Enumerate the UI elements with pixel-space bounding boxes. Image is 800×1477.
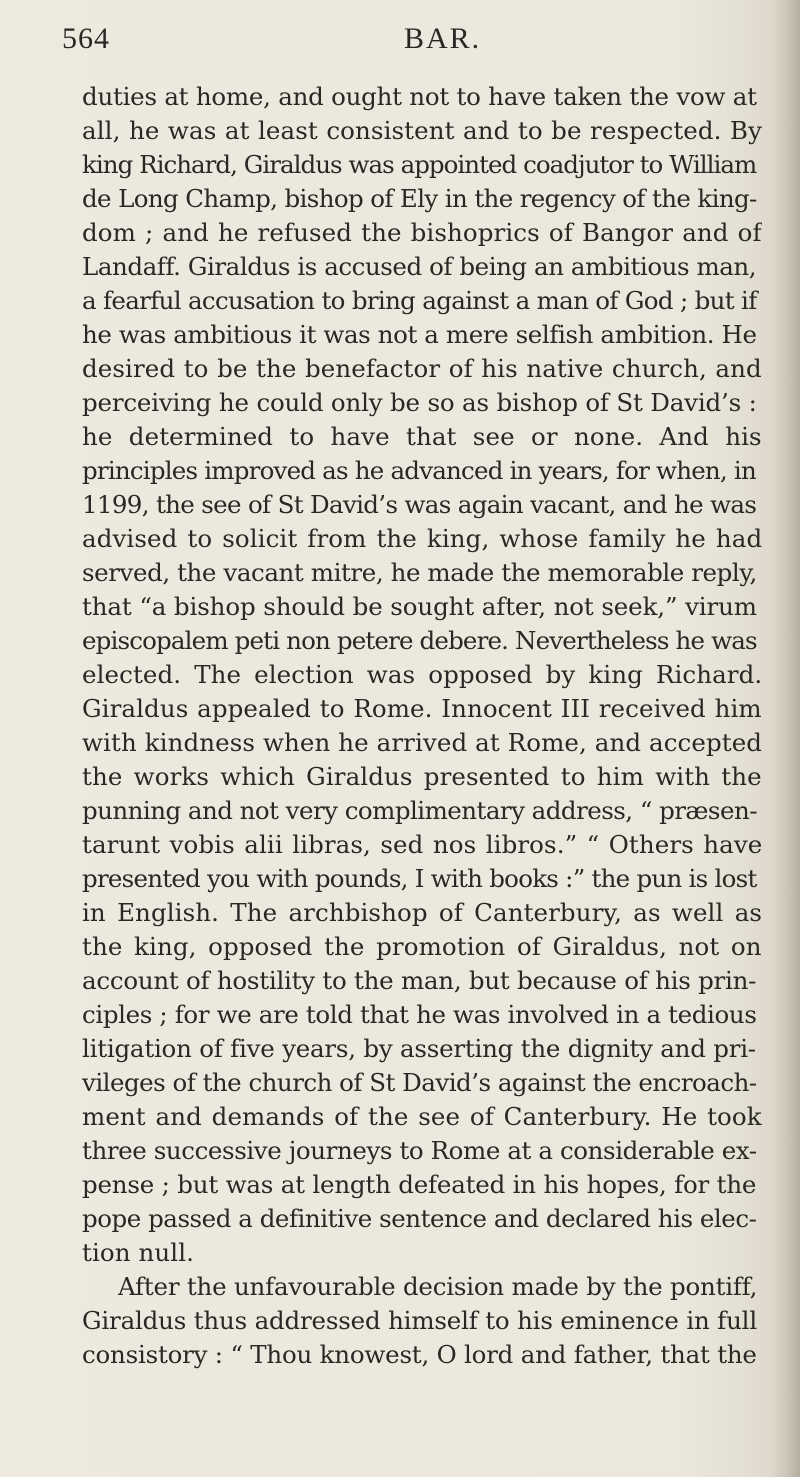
text-line: Giraldus appealed to Rome. Innocent III received him [82,694,762,723]
page-number: 564 [62,22,110,55]
text-line: punning and not very complimentary address, “ præsen- [82,796,757,825]
text-line: advised to solicit from the king, whose family he had [82,524,762,553]
text-line: After the unfavourable decision made by the pontiff, [118,1272,758,1301]
text-line: tion null. [82,1238,195,1267]
text-line: three successive journeys to Rome at a considerable ex- [82,1136,757,1165]
text-line: desired to be the benefactor of his native church, and [82,354,762,383]
text-line: ciples ; for we are told that he was involved in a tedious [82,1000,757,1029]
text-line: episcopalem peti non petere debere. Nevertheless he was [82,626,757,655]
text-line: he determined to have that see or none. And his [82,422,762,451]
text-line: that “a bishop should be sought after, not seek,” virum [82,592,757,621]
text-line: perceiving he could only be so as bishop of St David’s : [82,388,757,417]
text-line: served, the vacant mitre, he made the memorable reply, [82,558,757,587]
running-head: BAR. [404,22,482,55]
text-line: king Richard, Giraldus was appointed coadjutor to William [82,150,757,179]
text-line: elected. The election was opposed by king Richard. [82,660,762,689]
text-line: the works which Giraldus presented to him with the [82,762,762,791]
text-line: with kindness when he arrived at Rome, and accepted [82,728,762,757]
text-line: Giraldus thus addressed himself to his eminence in full [82,1306,757,1335]
text-line: presented you with pounds, I with books :” the pun is lost [82,864,757,893]
text-line: dom ; and he refused the bishoprics of Bangor and of [82,218,762,247]
text-line: he was ambitious it was not a mere selfish ambition. He [82,320,757,349]
text-line: Landaff. Giraldus is accused of being an ambitious man, [82,252,757,281]
text-line: the king, opposed the promotion of Giraldus, not on [82,932,762,961]
text-line: de Long Champ, bishop of Ely in the regency of the king- [82,184,757,213]
text-line: in English. The archbishop of Canterbury, as well as [82,898,762,927]
text-line: ment and demands of the see of Canterbury. He took [82,1102,762,1131]
text-line: vileges of the church of St David’s against the encroach- [82,1068,757,1097]
text-line: tarunt vobis alii libras, sed nos libros.” “ Others have [82,830,762,859]
page-edge-shadow [772,0,800,1477]
text-line: litigation of five years, by asserting the dignity and pri- [82,1034,756,1063]
text-line: account of hostility to the man, but because of his prin- [82,966,757,995]
text-line: 1199, the see of St David’s was again vacant, and he was [82,490,757,519]
text-line: a fearful accusation to bring against a man of God ; but if [82,286,757,315]
text-line: duties at home, and ought not to have taken the vow at [82,82,757,111]
text-line: principles improved as he advanced in years, for when, in [82,456,756,485]
text-line: consistory : “ Thou knowest, O lord and father, that the [82,1340,757,1369]
text-line: all, he was at least consistent and to be respected. By [82,116,762,145]
text-line: pense ; but was at length defeated in his hopes, for the [82,1170,757,1199]
text-line: pope passed a definitive sentence and declared his elec- [82,1204,757,1233]
